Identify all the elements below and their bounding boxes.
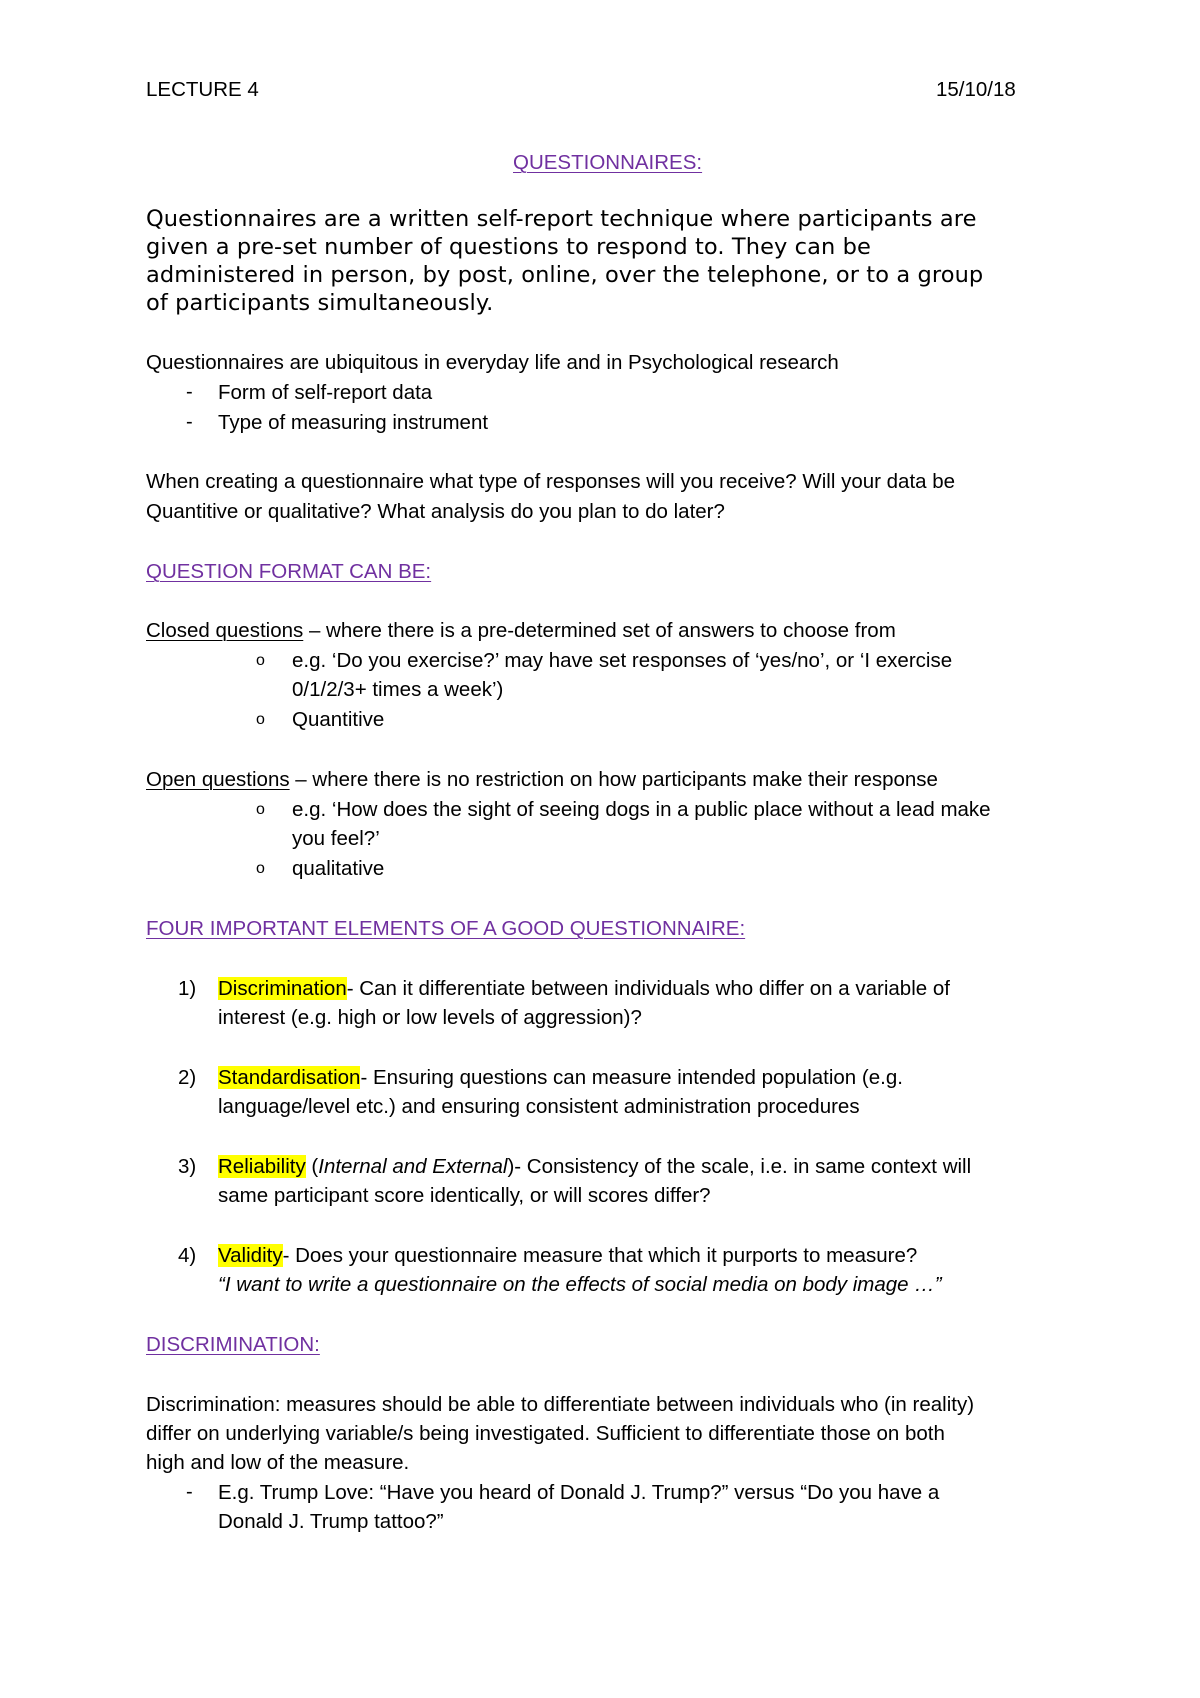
open-example: e.g. ‘How does the sight of seeing dogs in a public place without a lead make	[292, 798, 991, 821]
element-desc: - Can it differentiate between individuals who differ on a variable of	[346, 977, 950, 1000]
lecture-label: LECTURE 4	[146, 78, 259, 101]
page-title: QUESTIONNAIRES:	[513, 151, 703, 174]
element-quote: “I want to write a questionnaire on the effects of social media on body image …”	[218, 1273, 942, 1296]
creating-line: When creating a questionnaire what type of responses will you receive? Will your data be	[146, 470, 956, 493]
circle-bullet: o	[256, 801, 265, 818]
intro-line: of participants simultaneously.	[146, 290, 494, 316]
closed-example: e.g. ‘Do you exercise?’ may have set responses of ‘yes/no’, or ‘I exercise	[292, 649, 953, 672]
element-line	[218, 974, 950, 1003]
highlighted-term: Standardisation	[218, 1066, 361, 1089]
list-number: 2)	[178, 1066, 197, 1089]
open-type: qualitative	[292, 857, 385, 880]
discrimination-heading: DISCRIMINATION:	[146, 1333, 320, 1356]
element-desc: - Ensuring questions can measure intended population (e.g.	[360, 1066, 903, 1089]
intro-line: given a pre-set number of questions to respond to. They can be	[146, 234, 871, 260]
list-number: 1)	[178, 977, 197, 1000]
date-label: 15/10/18	[936, 78, 1016, 101]
dash-bullet: -	[186, 1481, 193, 1503]
open-questions-desc: – where there is no restriction on how participants make their response	[289, 768, 938, 791]
element-line	[218, 1241, 917, 1270]
list-number: 3)	[178, 1155, 197, 1178]
element-line	[218, 1152, 971, 1181]
closed-type: Quantitive	[292, 708, 385, 731]
element-italic: Internal and External	[318, 1155, 508, 1178]
highlighted-term: Discrimination	[218, 977, 347, 1000]
circle-bullet: o	[256, 860, 265, 877]
dash-bullet: -	[186, 411, 193, 433]
element-line-2: same participant score identically, or will scores differ?	[218, 1184, 711, 1207]
list-number: 4)	[178, 1244, 197, 1267]
discrimination-line: differ on underlying variable/s being investigated. Sufficient to differentiate those on both	[146, 1422, 945, 1445]
open-questions-term: Open questions	[146, 768, 290, 791]
ubiquitous-line: Questionnaires are ubiquitous in everyday life and in Psychological research	[146, 351, 839, 374]
element-line-2: interest (e.g. high or low levels of aggression)?	[218, 1006, 642, 1029]
element-paren: (	[305, 1155, 319, 1178]
element-desc: )- Consistency of the scale, i.e. in same context will	[507, 1155, 972, 1178]
open-example: you feel?’	[292, 827, 380, 850]
discrimination-line: Discrimination: measures should be able to differentiate between individuals who (in reality)	[146, 1393, 975, 1416]
element-desc: - Does your questionnaire measure that which it purports to measure?	[282, 1244, 918, 1267]
highlighted-term: Validity	[218, 1244, 283, 1267]
creating-line: Quantitive or qualitative? What analysis do you plan to do later?	[146, 500, 725, 523]
element-line-2: language/level etc.) and ensuring consistent administration procedures	[218, 1095, 860, 1118]
closed-questions-desc: – where there is a pre-determined set of answers to choose from	[303, 619, 896, 642]
elements-heading: FOUR IMPORTANT ELEMENTS OF A GOOD QUESTIONNAIRE:	[146, 917, 746, 940]
trump-example: E.g. Trump Love: “Have you heard of Donald J. Trump?” versus “Do you have a	[218, 1481, 940, 1504]
list-item: Type of measuring instrument	[218, 411, 489, 434]
intro-line: Questionnaires are a written self-report technique where participants are	[146, 206, 977, 232]
format-heading: QUESTION FORMAT CAN BE:	[146, 560, 432, 583]
list-item: Form of self-report data	[218, 381, 433, 404]
trump-example: Donald J. Trump tattoo?”	[218, 1510, 444, 1533]
closed-questions-line	[146, 616, 896, 645]
discrimination-line: high and low of the measure.	[146, 1451, 410, 1474]
circle-bullet: o	[256, 652, 265, 669]
dash-bullet: -	[186, 381, 193, 403]
open-questions-line	[146, 765, 938, 794]
intro-line: administered in person, by post, online, over the telephone, or to a group	[146, 262, 984, 288]
highlighted-term: Reliability	[218, 1155, 306, 1178]
closed-example: 0/1/2/3+ times a week’)	[292, 678, 504, 701]
element-line	[218, 1063, 903, 1092]
closed-questions-term: Closed questions	[146, 619, 304, 642]
circle-bullet: o	[256, 711, 265, 728]
